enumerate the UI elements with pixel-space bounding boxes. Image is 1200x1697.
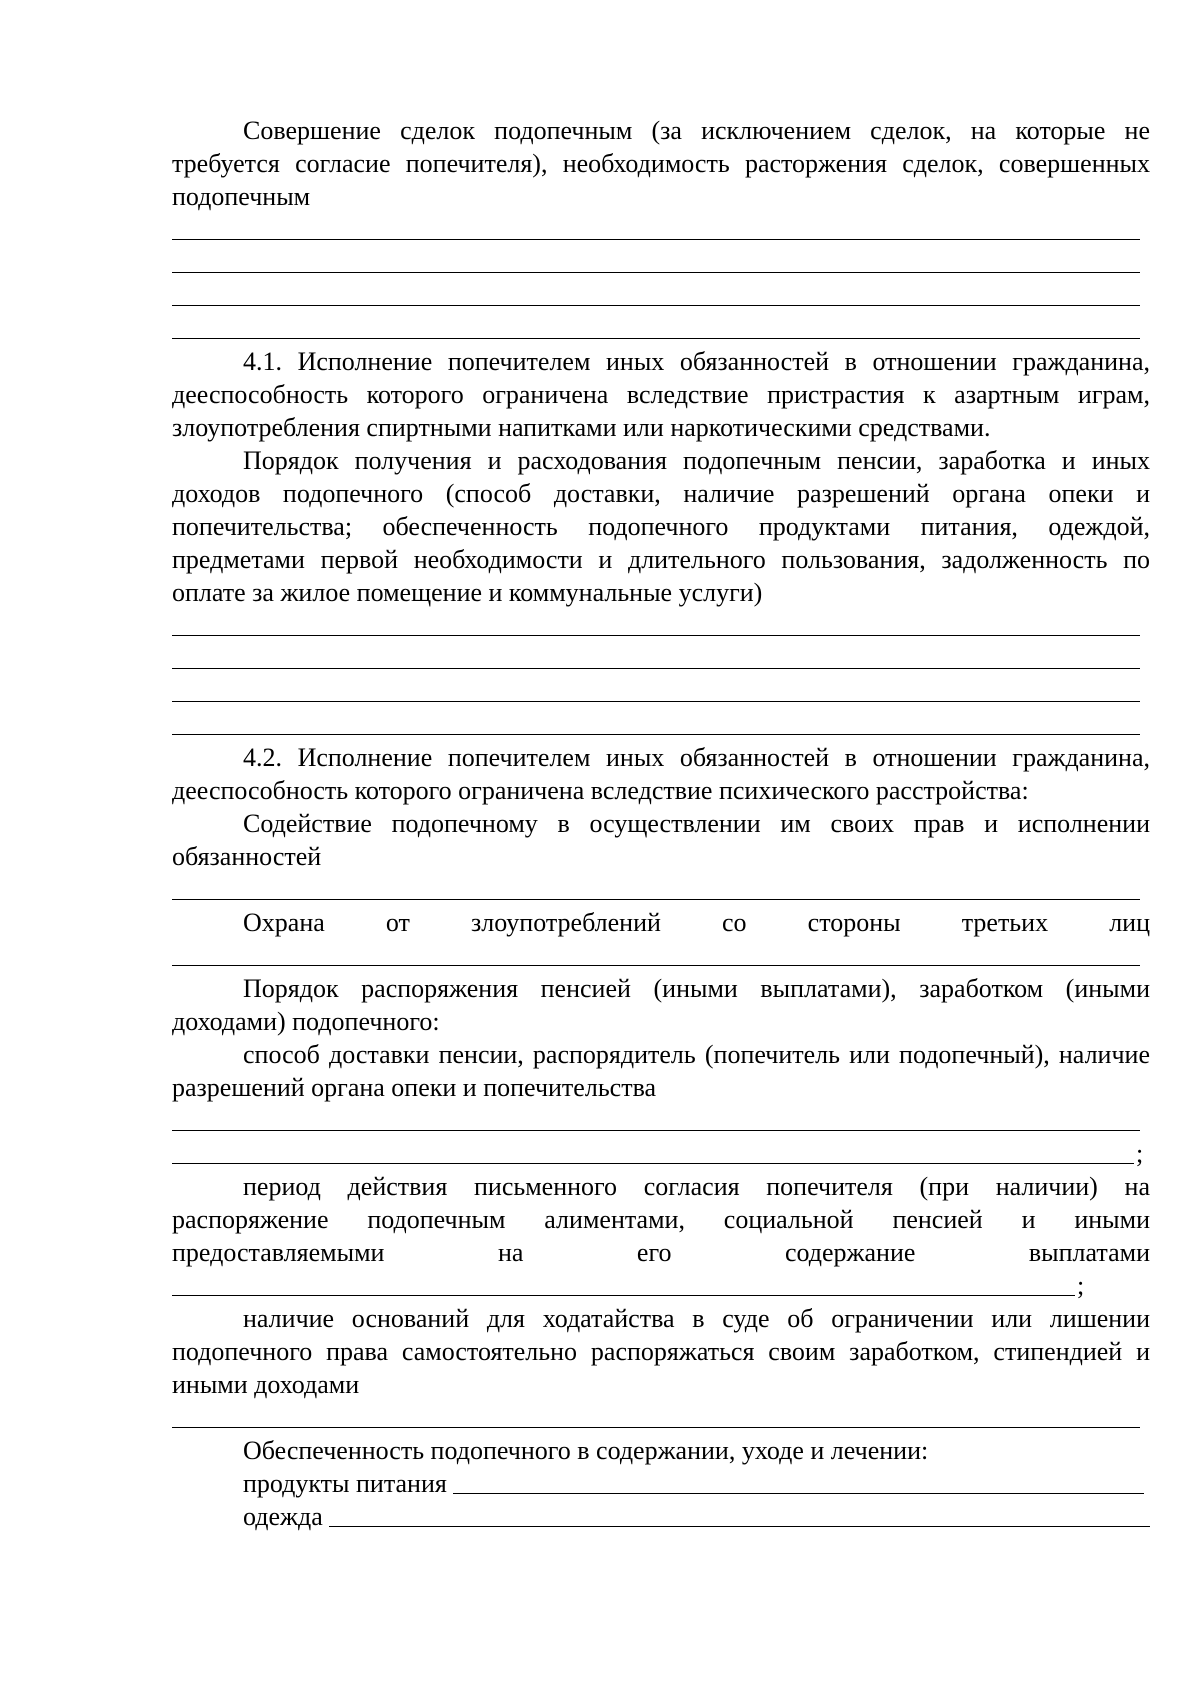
deals-paragraph: Совершение сделок подопечным (за исключением сделок, на которые не требуется согласие попечителя), необходимость расторжения сделок, совершенных подопечным: [172, 116, 1150, 211]
clothes-label: одежда: [243, 1502, 323, 1531]
blank-line[interactable]: [172, 609, 1150, 642]
provision-heading: Обеспеченность подопечного в содержании, уходе и лечении:: [243, 1436, 929, 1465]
income-order-paragraph: Порядок получения и расходования подопечным пенсии, заработка и иных доходов подопечного (способ доставки, наличие разрешений органа опеки и попечительства; обеспеченность подопечного продуктами питания, одеждой, предметами первой необходимости и длительного пользования, задолженность по оплате за жилое помещение и коммунальные услуги): [172, 446, 1150, 607]
blank-line[interactable]: [172, 873, 1150, 906]
section-4-2-heading: 4.2. Исполнение попечителем иных обязанностей в отношении гражданина, дееспособность которого ограничена вследствие психического расстройства:: [172, 743, 1150, 805]
document-page: [172, 114, 1150, 1533]
consent-period-paragraph: период действия письменного согласия попечителя (при наличии) на распоряжение подопечным алиментами, социальной пенсией и иными предоставляемыми на его содержание выплатами: [172, 1172, 1150, 1267]
food-label: продукты питания: [243, 1469, 447, 1498]
blank-line[interactable]: [172, 279, 1150, 312]
delivery-method-paragraph: способ доставки пенсии, распорядитель (попечитель или подопечный), наличие разрешений органа опеки и попечительства: [172, 1040, 1150, 1102]
blank-line[interactable]: [172, 939, 1150, 972]
blank-line[interactable]: [172, 312, 1150, 345]
blank-line[interactable]: [172, 1104, 1150, 1137]
blank-line-semicolon[interactable]: [172, 1269, 1150, 1302]
assistance-paragraph: Содействие подопечному в осуществлении им своих прав и исполнении обязанностей: [172, 809, 1150, 871]
food-blank[interactable]: [453, 1493, 1144, 1494]
section-4-1-heading: 4.1. Исполнение попечителем иных обязанностей в отношении гражданина, дееспособность которого ограничена вследствие пристрастия к азартным играм, злоупотребления спиртными напитками или наркотическими средствами.: [172, 347, 1150, 442]
clothes-field-row: [172, 1500, 1150, 1533]
blank-line[interactable]: [172, 246, 1150, 279]
restriction-grounds-paragraph: наличие оснований для ходатайства в суде об ограничении или лишении подопечного права самостоятельно распоряжаться своим заработком, стипендией и иными доходами: [172, 1304, 1150, 1399]
semicolon: ;: [1136, 1139, 1144, 1168]
blank-line[interactable]: [172, 642, 1150, 675]
blank-line[interactable]: [172, 1401, 1150, 1434]
blank-line-semicolon[interactable]: [172, 1137, 1150, 1170]
blank-line[interactable]: [172, 675, 1150, 708]
blank-line[interactable]: [172, 213, 1150, 246]
disposal-order-paragraph: Порядок распоряжения пенсией (иными выплатами), заработком (иными доходами) подопечного:: [172, 974, 1150, 1036]
blank-line[interactable]: [172, 708, 1150, 741]
food-field-row: [172, 1467, 1150, 1500]
protection-paragraph: Охрана от злоупотреблений со стороны третьих лиц: [243, 908, 1150, 937]
clothes-blank[interactable]: [329, 1526, 1150, 1527]
semicolon: ;: [1077, 1271, 1085, 1300]
